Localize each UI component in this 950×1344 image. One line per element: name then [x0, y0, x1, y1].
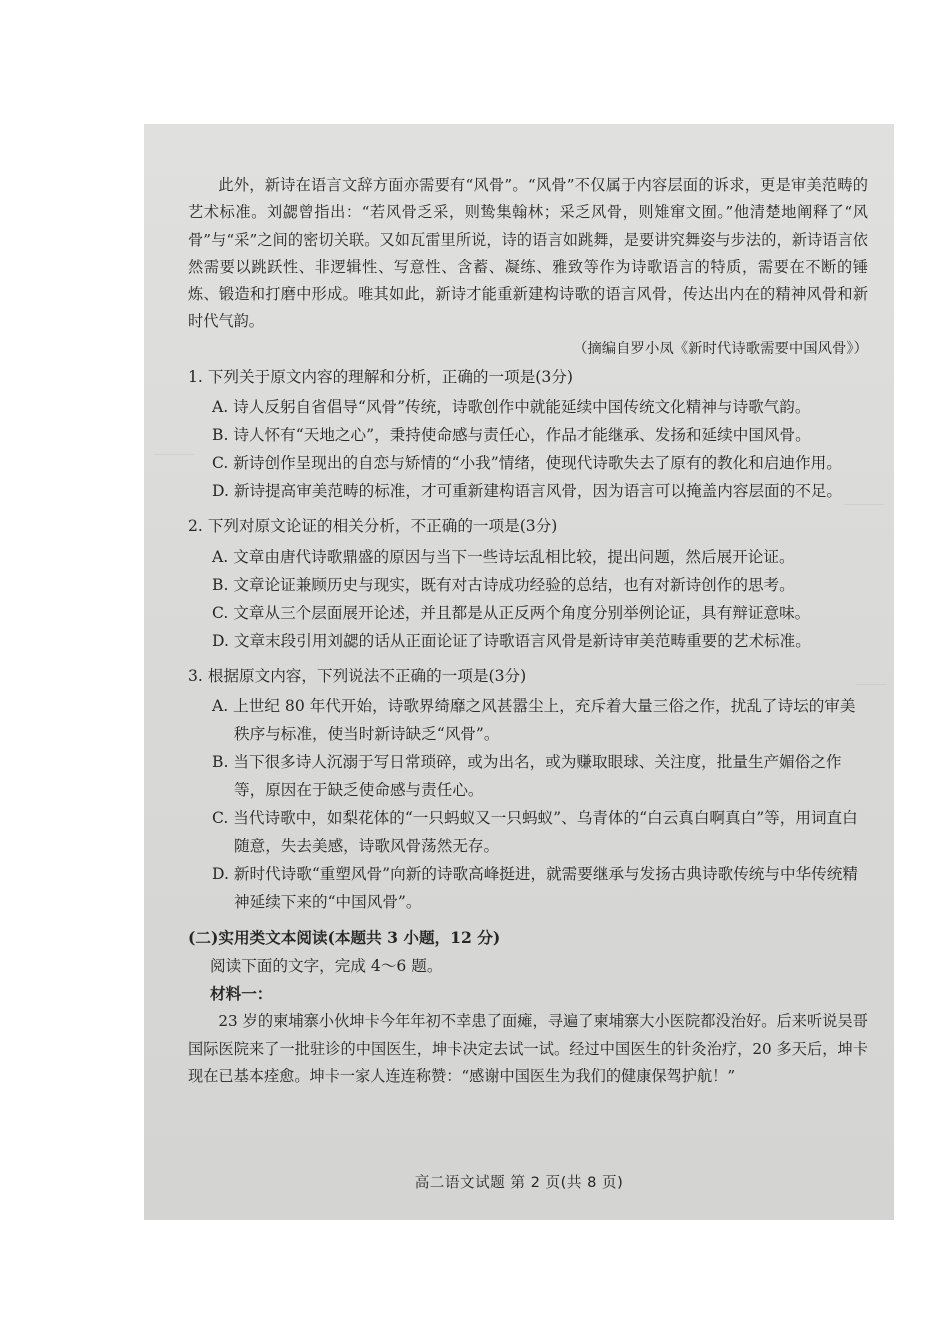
option-b: B. 当下很多诗人沉溺于写日常琐碎，或为出名，或为赚取眼球、关注度，批量生产媚俗之作等，原因在于缺乏使命感与责任心。	[212, 753, 842, 800]
option-b: B. 文章论证兼顾历史与现实，既有对古诗成功经验的总结，也有对新诗创作的思考。	[212, 575, 795, 594]
section-instruction: 阅读下面的文字，完成 4～6 题。	[210, 957, 443, 976]
question-stem: 3. 根据原文内容，下列说法不正确的一项是(3分)	[188, 666, 527, 685]
section-two	[188, 924, 868, 1090]
page-content	[188, 172, 868, 1090]
exam-page	[144, 124, 894, 1220]
question-3	[188, 663, 868, 917]
option-a: A. 诗人反躬自省倡导“风骨”传统，诗歌创作中就能延续中国传统文化精神与诗歌气韵。	[212, 398, 811, 417]
option-b: B. 诗人怀有“天地之心”，秉持使命感与责任心，作品才能继承、发扬和延续中国风骨。	[212, 426, 811, 445]
option-c: C. 新诗创作呈现出的自恋与矫情的“小我”情绪，使现代诗歌失去了原有的教化和启迪作用。	[212, 454, 842, 473]
option-d: D. 新时代诗歌“重塑风骨”向新的诗歌高峰挺进，就需要继承与发扬古典诗歌传统与中华传统精神延续下来的“中国风骨”。	[212, 865, 858, 912]
question-stem: 1. 下列关于原文内容的理解和分析，正确的一项是(3分)	[188, 367, 573, 386]
option-a: A. 上世纪 80 年代开始，诗歌界绮靡之风甚嚣尘上，充斥着大量三俗之作，扰乱了诗坛的审美秩序与标准，使当时新诗缺乏“风骨”。	[212, 697, 856, 744]
section-heading: (二)实用类文本阅读(本题共 3 小题，12 分)	[188, 928, 501, 948]
question-1	[188, 364, 868, 506]
page-footer: 高二语文试题 第 2 页(共 8 页)	[414, 1174, 624, 1191]
material-text: 23 岁的柬埔寨小伙坤卡今年年初不幸患了面瘫，寻遍了柬埔寨大小医院都没治好。后来听说吴哥国际医院来了一批驻诊的中国医生，坤卡决定去试一试。经过中国医生的针灸治疗，20 多天后，坤卡现在已基本痊愈。坤卡一家人连连称赞：“感谢中国医生为我们的健康保驾护航！”	[188, 1012, 868, 1085]
material-label: 材料一：	[210, 984, 273, 1004]
option-d: D. 新诗提高审美范畴的标准，才可重新建构语言风骨，因为语言可以掩盖内容层面的不足。	[212, 482, 843, 501]
option-c: C. 当代诗歌中，如梨花体的“一只蚂蚁又一只蚂蚁”、乌青体的“白云真白啊真白”等，用词直白随意，失去美感，诗歌风骨荡然无存。	[212, 809, 858, 856]
question-stem: 2. 下列对原文论证的相关分析，不正确的一项是(3分)	[188, 517, 558, 536]
option-c: C. 文章从三个层面展开论述，并且都是从正反两个角度分别举例论证，具有辩证意味。	[212, 603, 811, 622]
question-2	[188, 513, 868, 655]
passage-source: （摘编自罗小凤《新时代诗歌需要中国风骨》）	[572, 340, 868, 357]
option-a: A. 文章由唐代诗歌鼎盛的原因与当下一些诗坛乱相比较，提出问题，然后展开论证。	[212, 547, 795, 566]
passage-paragraph: 此外，新诗在语言文辞方面亦需要有“风骨”。“风骨”不仅属于内容层面的诉求，更是审美范畴的艺术标准。刘勰曾指出：“若风骨乏采，则鸷集翰林；采乏风骨，则雉窜文囿。”他清楚地阐释了“风骨”与“采”之间的密切关联。又如瓦雷里所说，诗的语言如跳舞，是要讲究舞姿与步法的，新诗语言依然需要以跳跃性、非逻辑性、写意性、含蓄、凝练、雅致等作为诗歌语言的特质，需要在不断的锤炼、锻造和打磨中形成。唯其如此，新诗才能重新建构诗歌的语言风骨，传达出内在的精神风骨和新时代气韵。	[188, 176, 868, 331]
option-d: D. 文章末段引用刘勰的话从正面论证了诗歌语言风骨是新诗审美范畴重要的艺术标准。	[212, 631, 811, 650]
